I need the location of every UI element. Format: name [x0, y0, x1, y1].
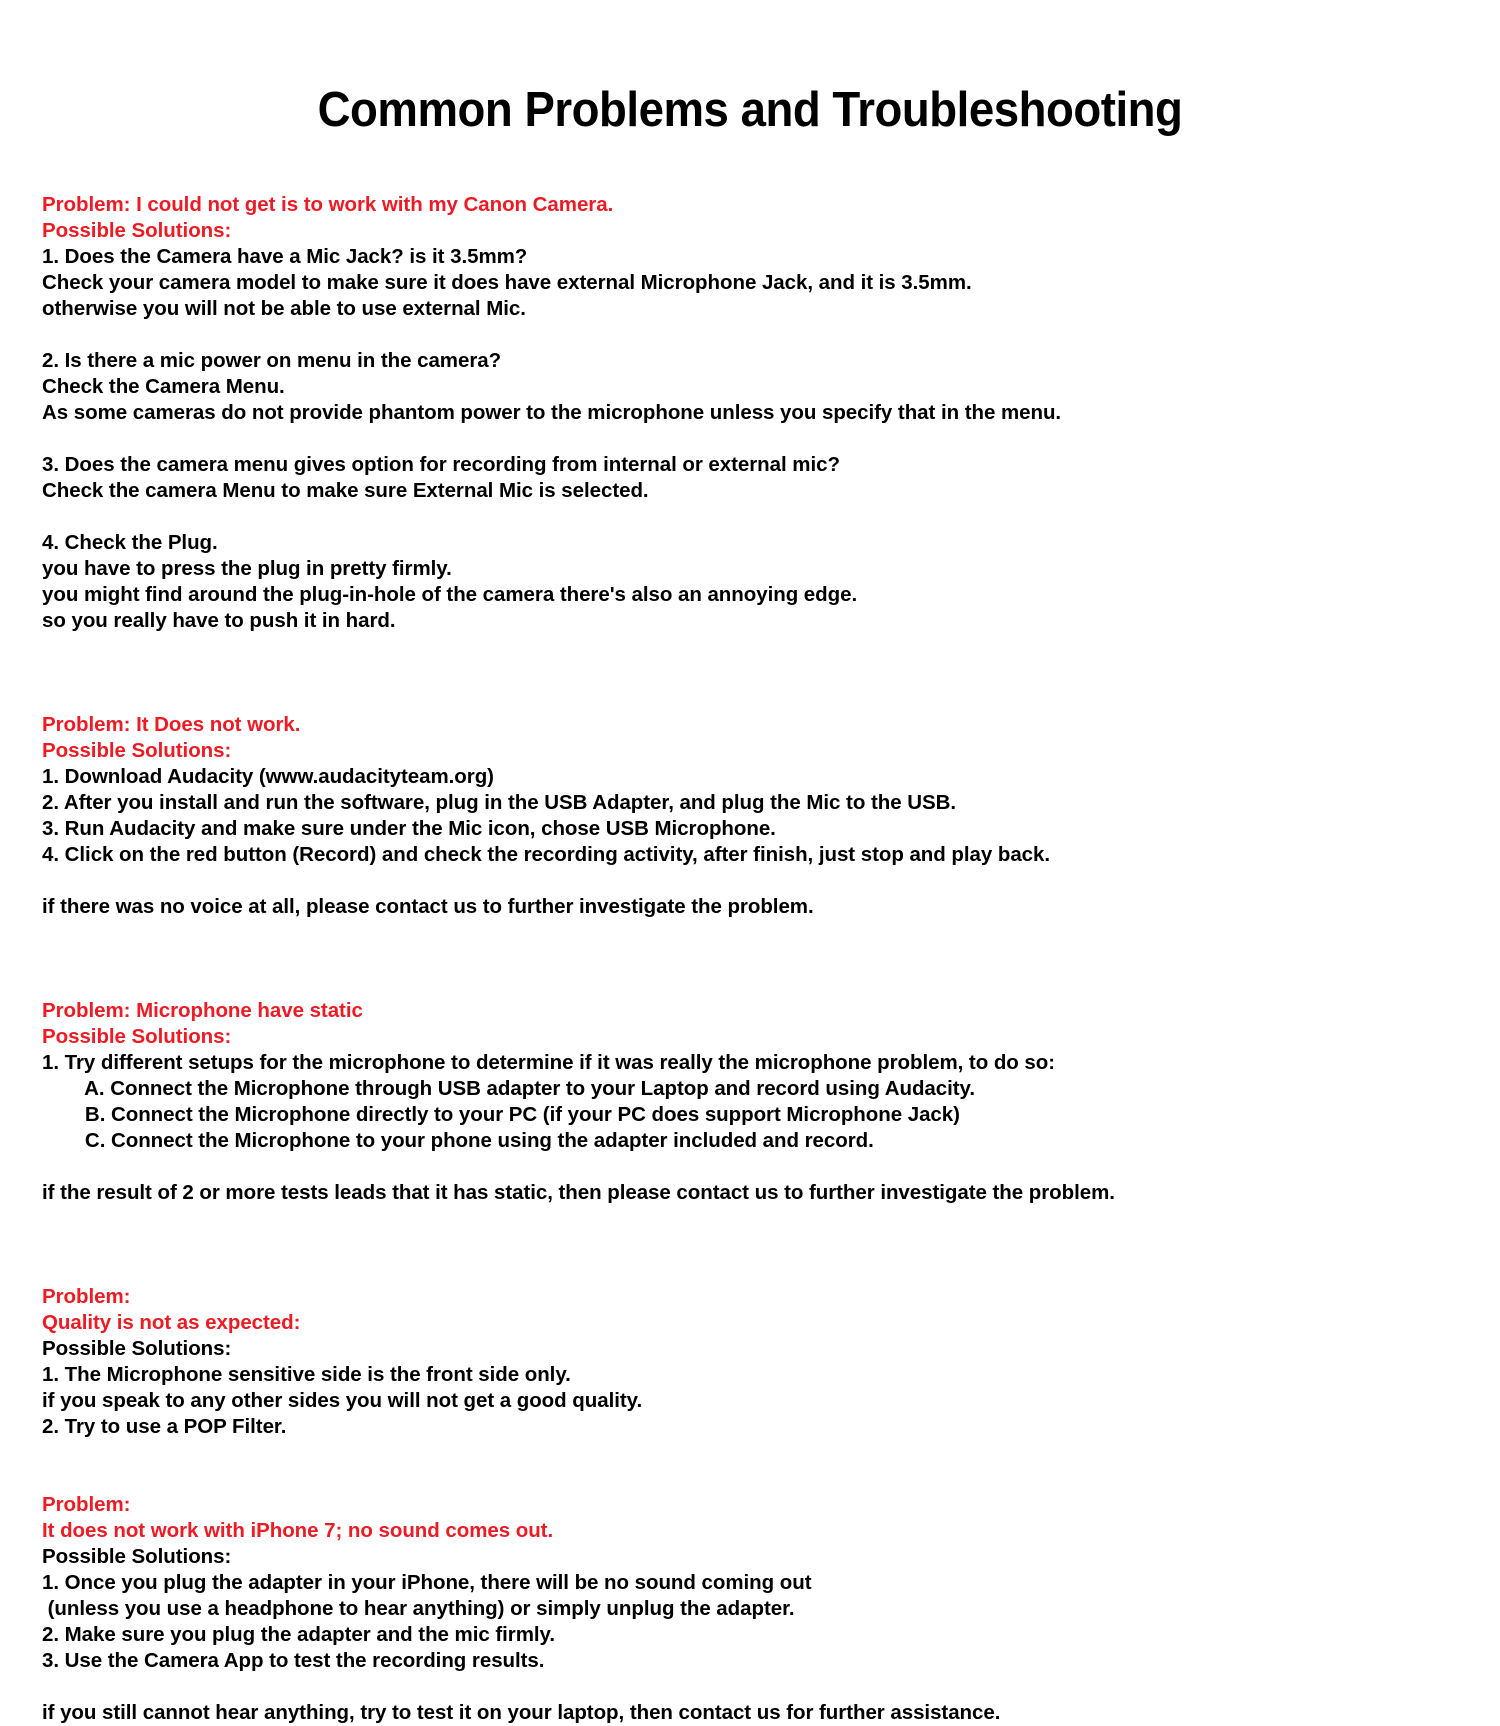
closing-note: if the result of 2 or more tests leads that it has static, then please contact us to further investigate the problem.: [42, 1181, 1115, 1204]
solution-line: so you really have to push it in hard.: [42, 609, 396, 632]
section-microphone-static: [42, 998, 1472, 1206]
possible-solutions-label: Possible Solutions:: [42, 1337, 232, 1360]
solution-line: 2. Is there a mic power on menu in the camera?: [42, 349, 502, 372]
section-spacer: [42, 946, 1472, 998]
solution-line: 3. Use the Camera App to test the recording results.: [42, 1649, 545, 1672]
solution-line: otherwise you will not be able to use external Mic.: [42, 297, 526, 320]
possible-solutions-label: Possible Solutions:: [42, 219, 232, 242]
line-spacer: [42, 1154, 1472, 1180]
solution-line: 3. Does the camera menu gives option for recording from internal or external mic?: [42, 453, 840, 476]
problem-heading: Problem:: [42, 1493, 131, 1516]
solution-line: 4. Click on the red button (Record) and check the recording activity, after finish, just stop and play back.: [42, 843, 1051, 866]
solution-subitem-c: C. Connect the Microphone to your phone using the adapter included and record.: [68, 1129, 874, 1152]
problem-heading: Problem:: [42, 1285, 131, 1308]
section-iphone7: [42, 1492, 1472, 1726]
solution-line: 1. Try different setups for the microphone to determine if it was really the microphone problem, to do so:: [42, 1051, 1056, 1074]
solution-line: 2. Make sure you plug the adapter and the mic firmly.: [42, 1623, 556, 1646]
section-spacer: [42, 1466, 1472, 1492]
line-spacer: [42, 504, 1472, 530]
closing-note: if you still cannot hear anything, try to test it on your laptop, then contact us for further assistance.: [42, 1701, 1001, 1724]
solution-line: (unless you use a headphone to hear anything) or simply unplug the adapter.: [42, 1597, 795, 1620]
line-spacer: [42, 1674, 1472, 1700]
solution-line: As some cameras do not provide phantom power to the microphone unless you specify that in the menu.: [42, 401, 1062, 424]
section-quality-not-expected: [42, 1284, 1472, 1440]
solution-line: you have to press the plug in pretty firmly.: [42, 557, 452, 580]
line-spacer: [42, 868, 1472, 894]
section-does-not-work: [42, 712, 1472, 920]
line-spacer: [42, 426, 1472, 452]
solution-line: 3. Run Audacity and make sure under the Mic icon, chose USB Microphone.: [42, 817, 776, 840]
solution-line: 2. Try to use a POP Filter.: [42, 1415, 287, 1438]
solution-line: 1. Download Audacity (www.audacityteam.org): [42, 765, 494, 788]
closing-note: if there was no voice at all, please contact us to further investigate the problem.: [42, 895, 814, 918]
section-canon-camera: [42, 192, 1472, 634]
problem-heading: Problem: Microphone have static: [42, 999, 363, 1022]
document-body: [42, 192, 1472, 1726]
problem-heading-line2: It does not work with iPhone 7; no sound comes out.: [42, 1519, 554, 1542]
solution-line: if you speak to any other sides you will not get a good quality.: [42, 1389, 643, 1412]
solution-line: Check the Camera Menu.: [42, 375, 285, 398]
solution-line: Check the camera Menu to make sure External Mic is selected.: [42, 479, 649, 502]
solution-line: you might find around the plug-in-hole of the camera there's also an annoying edge.: [42, 583, 858, 606]
line-spacer: [42, 322, 1472, 348]
possible-solutions-label: Possible Solutions:: [42, 1545, 232, 1568]
solution-line: 1. Does the Camera have a Mic Jack? is it 3.5mm?: [42, 245, 528, 268]
solution-line: Check your camera model to make sure it does have external Microphone Jack, and it is 3.5mm.: [42, 271, 972, 294]
possible-solutions-label: Possible Solutions:: [42, 1025, 232, 1048]
possible-solutions-label: Possible Solutions:: [42, 739, 232, 762]
section-spacer: [42, 660, 1472, 712]
solution-line: 2. After you install and run the software, plug in the USB Adapter, and plug the Mic to the USB.: [42, 791, 956, 814]
section-spacer: [42, 1232, 1472, 1284]
problem-heading: Problem: It Does not work.: [42, 713, 301, 736]
solution-line: 4. Check the Plug.: [42, 531, 218, 554]
problem-heading-line2: Quality is not as expected:: [42, 1311, 301, 1334]
solution-subitem-a: A. Connect the Microphone through USB adapter to your Laptop and record using Audacity.: [68, 1077, 976, 1100]
problem-heading: Problem: I could not get is to work with my Canon Camera.: [42, 193, 614, 216]
solution-line: 1. Once you plug the adapter in your iPhone, there will be no sound coming out: [42, 1571, 812, 1594]
page-title: Common Problems and Troubleshooting: [317, 83, 1183, 137]
solution-line: 1. The Microphone sensitive side is the front side only.: [42, 1363, 571, 1386]
solution-subitem-b: B. Connect the Microphone directly to your PC (if your PC does support Microphone Jack): [68, 1103, 960, 1126]
